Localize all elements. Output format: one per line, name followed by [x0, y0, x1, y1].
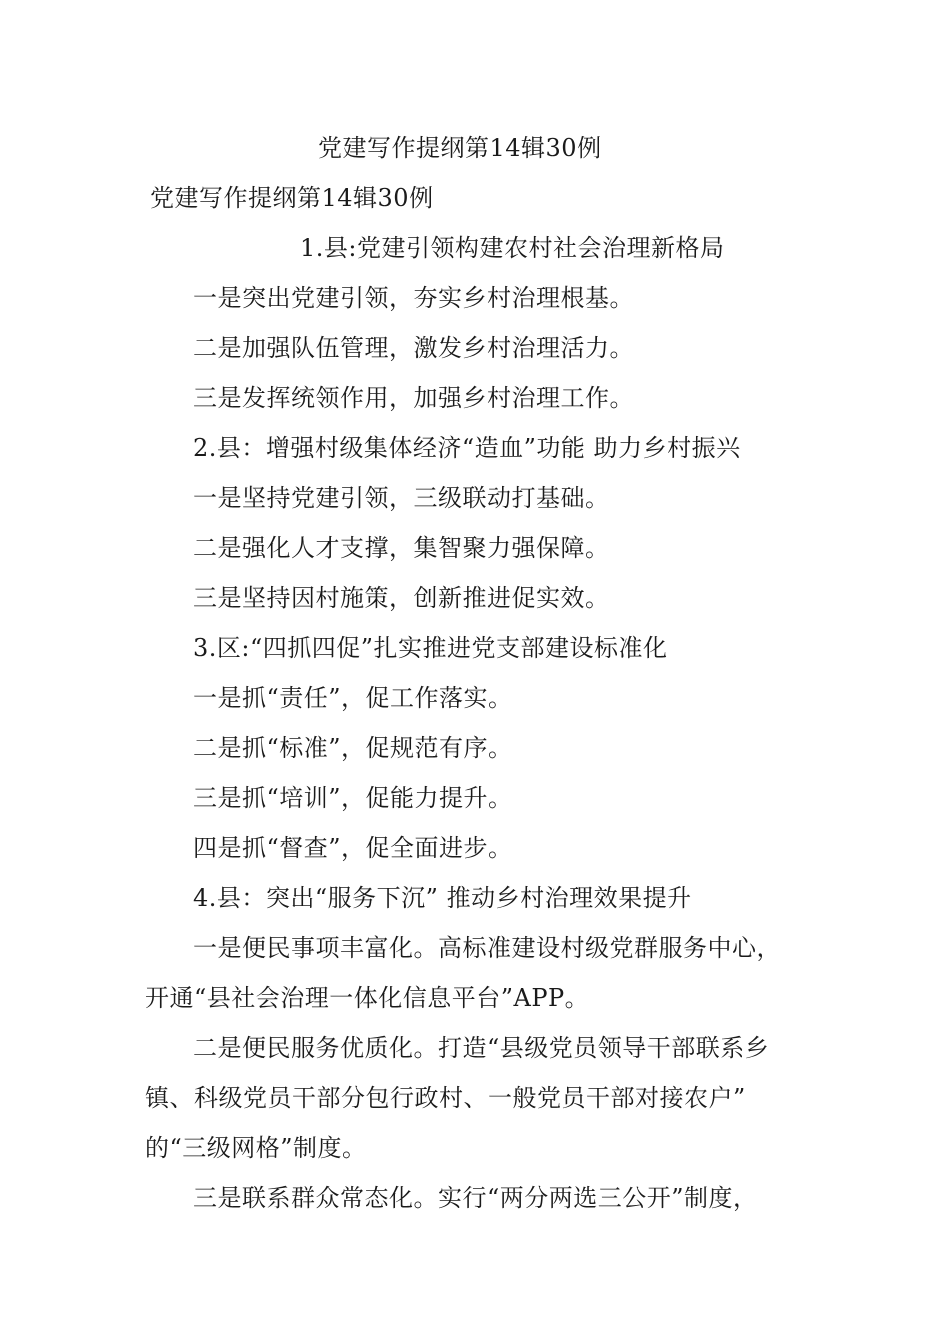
- section-heading-4: 4.县：突出“服务下沉” 推动乡村治理效果提升: [193, 884, 692, 912]
- section-heading-1: 1.县:党建引领构建农村社会治理新格局: [300, 234, 725, 262]
- paragraph-line: 一是便民事项丰富化。高标准建设村级党群服务中心，: [193, 934, 781, 962]
- paragraph-line: 二是强化人才支撑，集智聚力强保障。: [193, 534, 610, 562]
- paragraph-line: 开通“县社会治理一体化信息平台”APP。: [145, 984, 590, 1012]
- section-heading-2: 2.县：增强村级集体经济“造血”功能 助力乡村振兴: [193, 434, 741, 462]
- paragraph-line: 二是加强队伍管理，激发乡村治理活力。: [193, 334, 634, 362]
- section-heading-3: 3.区:“四抓四促”扎实推进党支部建设标准化: [193, 634, 668, 662]
- paragraph-line: 一是抓“责任”，促工作落实。: [193, 684, 513, 712]
- paragraph-line: 一是坚持党建引领，三级联动打基础。: [193, 484, 610, 512]
- paragraph-line: 二是抓“标准”，促规范有序。: [193, 734, 513, 762]
- paragraph-line: 四是抓“督查”，促全面进步。: [193, 834, 513, 862]
- paragraph-line: 三是坚持因村施策，创新推进促实效。: [193, 584, 610, 612]
- paragraph-line: 二是便民服务优质化。打造“县级党员领导干部联系乡: [193, 1034, 770, 1062]
- document-title: 党建写作提纲第14辑30例: [318, 134, 602, 162]
- paragraph-line: 三是联系群众常态化。实行“两分两选三公开”制度，: [193, 1184, 758, 1212]
- paragraph-line: 三是抓“培训”，促能力提升。: [193, 784, 513, 812]
- paragraph-line: 一是突出党建引领，夯实乡村治理根基。: [193, 284, 634, 312]
- paragraph-line: 的“三级网格”制度。: [145, 1134, 367, 1162]
- paragraph-line: 三是发挥统领作用，加强乡村治理工作。: [193, 384, 634, 412]
- document-subtitle: 党建写作提纲第14辑30例: [150, 184, 434, 212]
- paragraph-line: 镇、科级党员干部分包行政村、一般党员干部对接农户”: [145, 1084, 746, 1112]
